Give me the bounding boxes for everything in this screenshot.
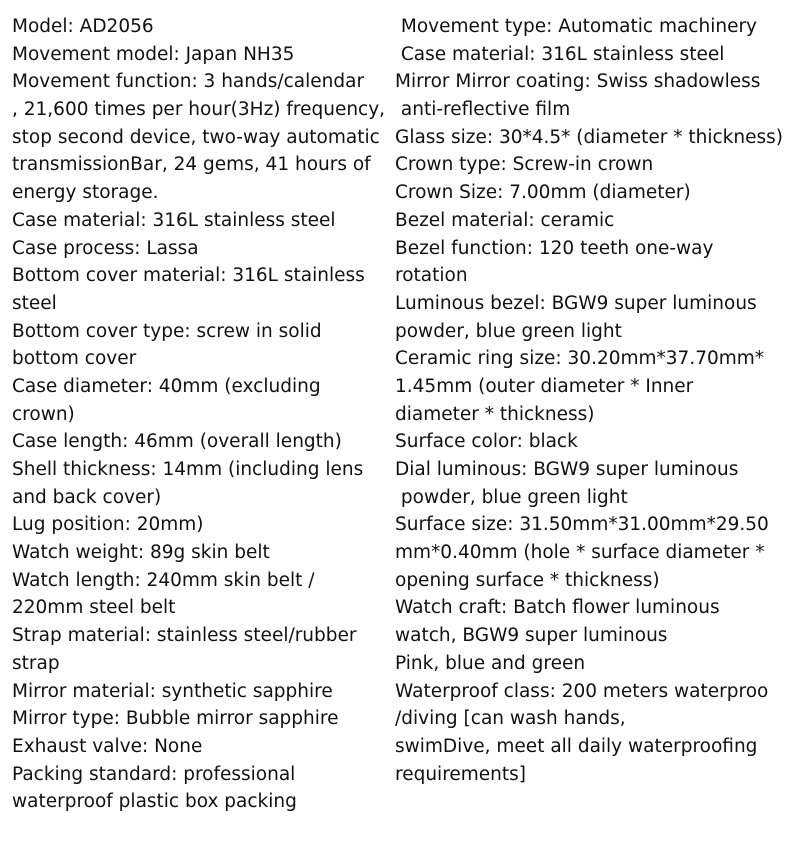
spec-line: and back cover) <box>12 486 162 508</box>
spec-line: Case material: 316L stainless steel <box>12 209 336 231</box>
spec-line: strap <box>12 652 60 674</box>
spec-line: Bezel material: ceramic <box>395 209 615 231</box>
spec-line: bottom cover <box>12 348 137 370</box>
spec-line: opening surface * thickness) <box>395 569 660 591</box>
spec-line: Crown Size: 7.00mm (diameter) <box>395 182 691 204</box>
spec-line: stop second device, two-way automatic <box>12 126 380 148</box>
spec-line: Luminous bezel: BGW9 super luminous <box>395 292 757 314</box>
spec-line: rotation <box>395 265 468 287</box>
spec-line: Bezel function: 120 teeth one-way <box>395 237 714 259</box>
spec-column-right <box>395 13 787 788</box>
spec-line: Surface size: 31.50mm*31.00mm*29.50 <box>395 514 769 536</box>
spec-line: Shell thickness: 14mm (including lens <box>12 459 364 480</box>
spec-line: crown) <box>12 403 75 425</box>
spec-line: Movement function: 3 hands/calendar <box>12 71 365 93</box>
spec-line: Crown type: Screw-in crown <box>395 154 654 176</box>
spec-line: Bottom cover material: 316L stainless <box>12 265 365 287</box>
spec-line: Watch craft: Batch flower luminous <box>395 597 720 619</box>
spec-line: powder, blue green light <box>395 486 628 508</box>
spec-line: Bottom cover type: screw in solid <box>12 320 322 342</box>
spec-line: requirements] <box>395 763 527 785</box>
spec-line: Ceramic ring size: 30.20mm*37.70mm* <box>395 348 765 370</box>
spec-line: Mirror type: Bubble mirror sapphire <box>12 708 339 730</box>
spec-column-left <box>12 13 396 816</box>
spec-line: mm*0.40mm (hole * surface diameter * <box>395 542 765 564</box>
spec-line: watch, BGW9 super luminous <box>395 625 668 647</box>
spec-line: 220mm steel belt <box>12 597 176 619</box>
spec-line: , 21,600 times per hour(3Hz) frequency, <box>12 99 386 121</box>
spec-line: transmissionBar, 24 gems, 41 hours of <box>12 154 371 176</box>
spec-line: Mirror Mirror coating: Swiss shadowless <box>395 71 761 93</box>
spec-line: Pink, blue and green <box>395 652 586 674</box>
spec-line: 1.45mm (outer diameter * Inner <box>395 375 694 397</box>
spec-line: Lug position: 20mm) <box>12 514 204 536</box>
spec-line: Mirror material: synthetic sapphire <box>12 680 333 702</box>
spec-line: Case material: 316L stainless steel <box>395 43 725 65</box>
spec-line: anti-reflective film <box>395 99 571 121</box>
spec-line: Waterproof class: 200 meters waterproo <box>395 680 769 702</box>
spec-line: Case process: Lassa <box>12 237 199 259</box>
spec-line: Watch length: 240mm skin belt / <box>12 569 315 591</box>
spec-line: Movement type: Automatic machinery <box>395 16 758 37</box>
spec-line: steel <box>12 292 57 314</box>
spec-line: Case length: 46mm (overall length) <box>12 431 342 453</box>
spec-line: /diving [can wash hands, <box>395 708 626 730</box>
spec-line: Packing standard: professional <box>12 763 296 785</box>
spec-line: Glass size: 30*4.5* (diameter * thickness) <box>395 126 783 148</box>
spec-line: Strap material: stainless steel/rubber <box>12 625 357 647</box>
spec-line: Dial luminous: BGW9 super luminous <box>395 459 739 480</box>
spec-line: diameter * thickness) <box>395 403 595 425</box>
spec-line: swimDive, meet all daily waterproofing <box>395 735 758 757</box>
spec-line: Surface color: black <box>395 431 578 453</box>
spec-line: energy storage. <box>12 182 159 204</box>
spec-line: Exhaust valve: None <box>12 735 203 757</box>
spec-line: Movement model: Japan NH35 <box>12 43 295 65</box>
spec-line: Case diameter: 40mm (excluding <box>12 375 321 397</box>
spec-line: waterproof plastic box packing <box>12 791 297 813</box>
spec-line: powder, blue green light <box>395 320 622 342</box>
spec-line: Model: AD2056 <box>12 16 154 37</box>
spec-line: Watch weight: 89g skin belt <box>12 542 270 564</box>
